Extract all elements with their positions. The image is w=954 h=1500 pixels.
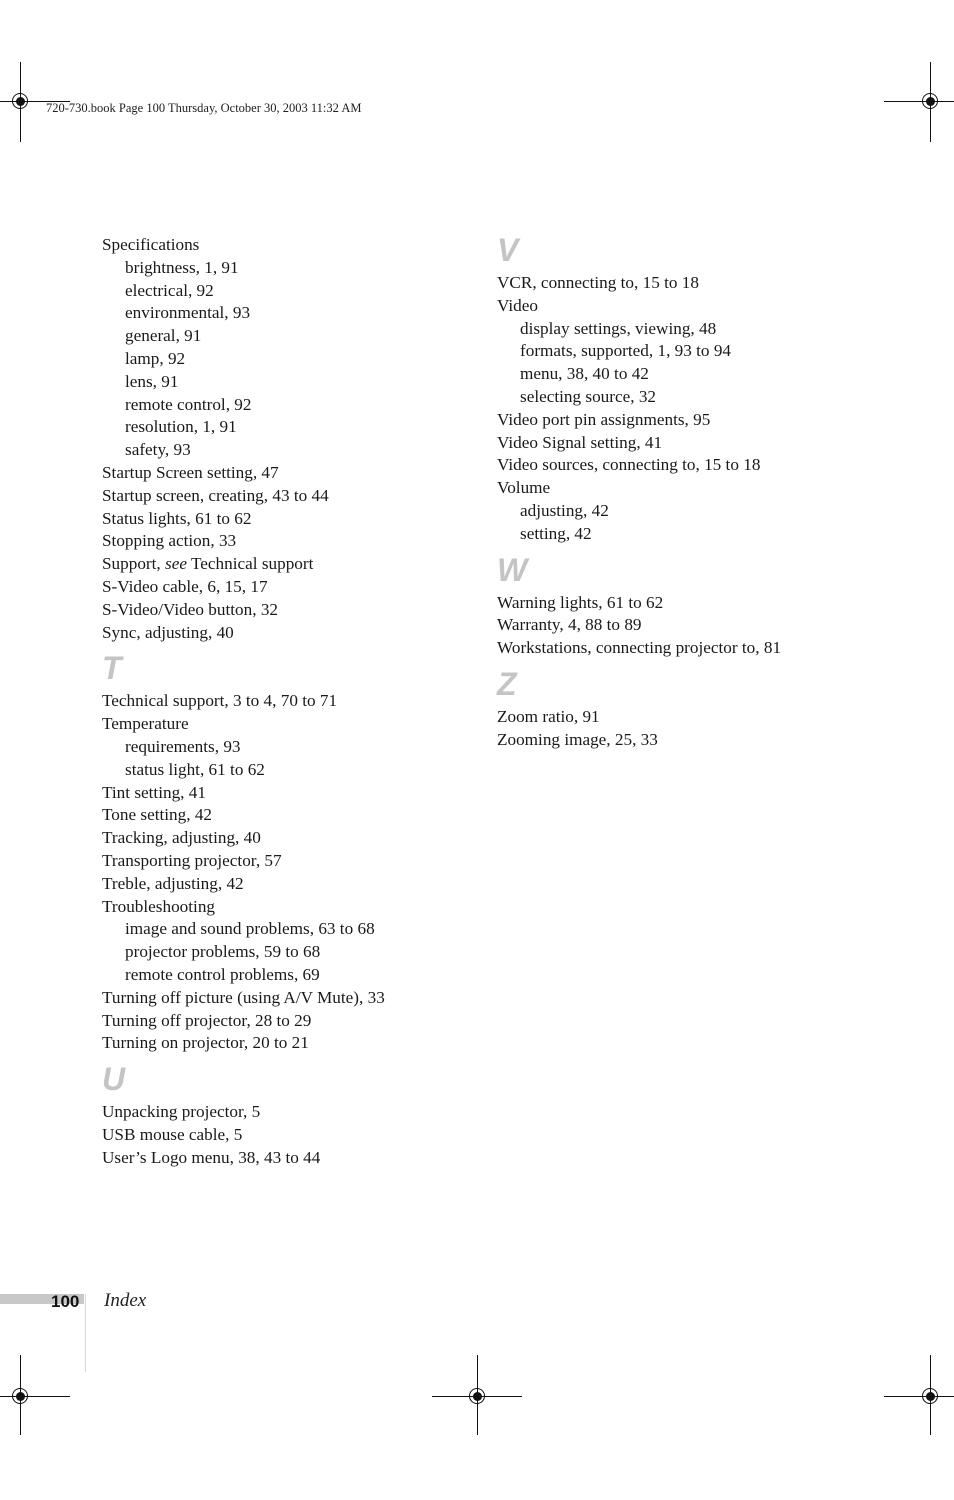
index-entry: Stopping action, 33 <box>102 531 237 551</box>
registration-mark-bottom-center <box>432 1355 522 1435</box>
index-entry: Tracking, adjusting, 40 <box>102 828 261 848</box>
index-entry: S-Video/Video button, 32 <box>102 599 279 619</box>
index-subentry: safety, 93 <box>125 440 191 460</box>
index-entry: Specifications <box>102 235 200 254</box>
index-entry: Startup Screen setting, 47 <box>102 462 279 482</box>
index-subentry: brightness, 1, 91 <box>125 257 239 277</box>
index-subentry: formats, supported, 1, 93 to 94 <box>520 341 732 361</box>
index-letter-heading: V <box>497 232 519 268</box>
index-entry: Unpacking projector, 5 <box>102 1102 261 1122</box>
index-subentry: resolution, 1, 91 <box>125 417 237 437</box>
index-subentry: image and sound problems, 63 to 68 <box>125 919 375 939</box>
section-title: Index <box>104 1290 147 1311</box>
index-entry: Startup screen, creating, 43 to 44 <box>102 485 329 505</box>
registration-mark-top-right <box>884 62 954 142</box>
index-subentry: lamp, 92 <box>125 348 186 368</box>
index-entry: Video <box>497 295 538 315</box>
index-entry: Zooming image, 25, 33 <box>497 729 658 749</box>
index-subentry: adjusting, 42 <box>520 500 609 520</box>
index-subentry: general, 91 <box>125 326 202 346</box>
index-entry: User’s Logo menu, 38, 43 to 44 <box>102 1147 321 1167</box>
index-entry: Troubleshooting <box>102 896 216 916</box>
index-entry: Tint setting, 41 <box>102 782 206 802</box>
index-entry: Tone setting, 42 <box>102 805 213 825</box>
index-column-left <box>102 234 385 1169</box>
index-entry: USB mouse cable, 5 <box>102 1124 243 1144</box>
index-entry: Turning off picture (using A/V Mute), 33 <box>102 987 385 1007</box>
index-subentry: selecting source, 32 <box>520 386 657 406</box>
index-entry: Sync, adjusting, 40 <box>102 622 234 642</box>
index-subentry: projector problems, 59 to 68 <box>125 942 321 962</box>
index-subentry: electrical, 92 <box>125 280 214 300</box>
index-subentry: requirements, 93 <box>125 736 241 756</box>
index-subentry: display settings, viewing, 48 <box>520 318 717 338</box>
index-entry-text: Support, <box>102 554 166 574</box>
index-entry: Treble, adjusting, 42 <box>102 873 244 893</box>
index-entry: Video port pin assignments, 95 <box>497 409 711 429</box>
index-letter-heading: T <box>102 650 122 687</box>
index-letter-heading: U <box>102 1061 126 1098</box>
registration-mark-bottom-right <box>884 1355 954 1435</box>
index-letter-heading: Z <box>497 665 517 702</box>
index-entry: Technical support, 3 to 4, 70 to 71 <box>102 691 338 711</box>
index-entry: Video Signal setting, 41 <box>497 432 663 452</box>
index-subentry: remote control problems, 69 <box>125 964 320 984</box>
index-entry: Turning on projector, 20 to 21 <box>102 1033 309 1053</box>
index-subentry: remote control, 92 <box>125 394 252 414</box>
footer-divider <box>85 1294 86 1372</box>
index-subentry: setting, 42 <box>520 523 592 543</box>
see-reference: see <box>165 554 187 574</box>
index-entry: Temperature <box>102 714 189 734</box>
index-entry: Warning lights, 61 to 62 <box>497 592 664 612</box>
index-entry: Status lights, 61 to 62 <box>102 508 252 528</box>
index-subentry: status light, 61 to 62 <box>125 759 265 779</box>
index-column-right <box>497 234 781 752</box>
index-subentry: menu, 38, 40 to 42 <box>520 364 649 384</box>
index-entry: Workstations, connecting projector to, 81 <box>497 638 782 658</box>
index-entry: Video sources, connecting to, 15 to 18 <box>497 455 761 475</box>
index-entry: Turning off projector, 28 to 29 <box>102 1010 312 1030</box>
index-entry: Zoom ratio, 91 <box>497 706 600 726</box>
index-entry: VCR, connecting to, 15 to 18 <box>497 273 699 292</box>
index-entry <box>102 553 385 576</box>
registration-mark-bottom-left <box>0 1355 70 1435</box>
index-subentry: lens, 91 <box>125 371 179 391</box>
index-entry: Transporting projector, 57 <box>102 850 282 870</box>
index-letter-heading: W <box>497 551 528 588</box>
index-entry: Warranty, 4, 88 to 89 <box>497 615 642 635</box>
index-entry: Volume <box>497 478 551 498</box>
index-entry: S-Video cable, 6, 15, 17 <box>102 576 268 596</box>
page-number: 100 <box>51 1292 80 1311</box>
index-entry-reference: Technical support <box>186 554 314 574</box>
index-subentry: environmental, 93 <box>125 303 251 323</box>
print-header: 720-730.book Page 100 Thursday, October 30, 2003 11:32 AM <box>46 101 362 115</box>
